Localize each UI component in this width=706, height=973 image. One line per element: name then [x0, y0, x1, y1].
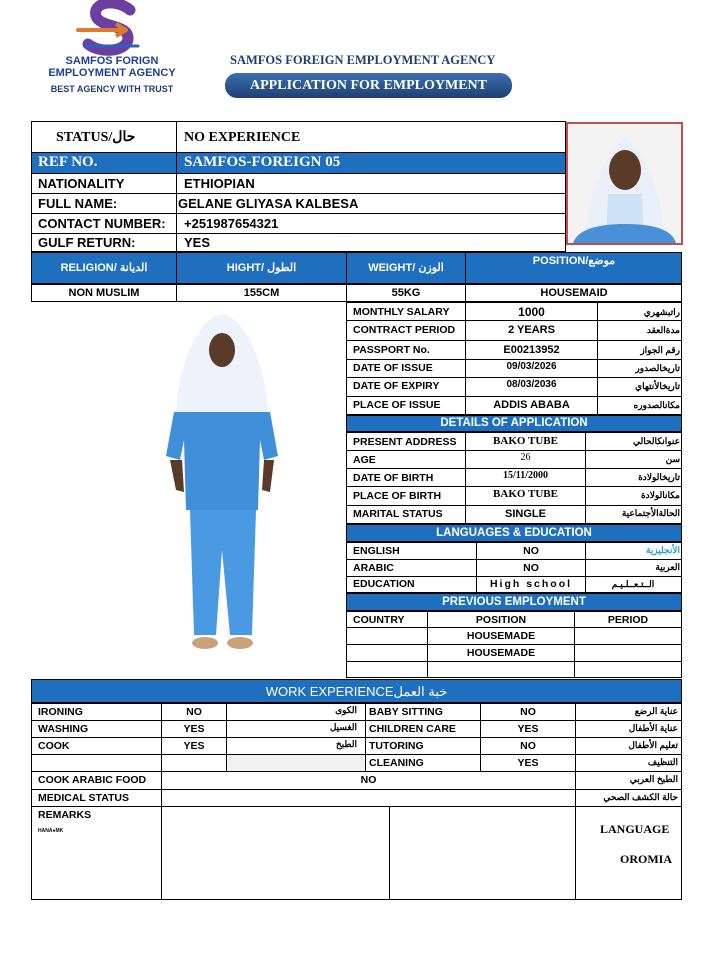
english-label: ENGLISH — [353, 545, 400, 557]
arabic-food-label: COOK ARABIC FOOD — [38, 774, 147, 786]
place-issue-value: ADDIS ABABA — [493, 399, 570, 411]
washing-ar: الغسيل — [329, 722, 357, 732]
contact-label: CONTACT NUMBER: — [38, 216, 166, 231]
children-care-label: CHILDREN CARE — [369, 723, 456, 735]
education-label: EDUCATION — [353, 578, 415, 590]
children-care-value: YES — [517, 723, 539, 735]
washing-label: WASHING — [38, 723, 89, 735]
ironing-label: IRONING — [38, 706, 83, 718]
issue-date-label: DATE OF ISSUE — [353, 362, 433, 374]
passport-value: E00213952 — [503, 344, 560, 356]
status-value: NO EXPERIENCE — [184, 130, 301, 145]
contract-period-ar: مدةالعقد — [646, 325, 680, 335]
pob-ar: مكانالولادة — [640, 490, 680, 500]
prev-col-country: COUNTRY — [353, 614, 405, 626]
children-care-ar: عناية الأطفال — [628, 723, 678, 733]
gulf-label: GULF RETURN: — [38, 235, 136, 250]
arabic-ar: العربية — [655, 562, 680, 572]
pob-value: BAKO TUBE — [493, 488, 558, 500]
previous-employment-header — [346, 593, 682, 611]
weight-value: 55KG — [391, 287, 421, 299]
medical-label: MEDICAL STATUS — [38, 792, 129, 804]
tutoring-label: TUTORING — [369, 740, 424, 752]
place-issue-label: PLACE OF ISSUE — [353, 399, 441, 411]
weight-header: WEIGHT/ الوزن — [368, 262, 444, 274]
english-value: NO — [523, 545, 539, 557]
baby-sitting-ar: عناية الرضع — [634, 706, 678, 716]
ref-label: REF NO. — [38, 154, 98, 170]
english-ar: الأنجليزية — [646, 545, 680, 555]
cleaning-value: YES — [517, 757, 539, 769]
samfos-s-logo-icon — [68, 0, 158, 56]
cleaning-label: CLEANING — [369, 757, 424, 769]
agency-logo — [28, 0, 196, 98]
languages-header — [346, 524, 682, 542]
full-body-photo — [160, 310, 285, 660]
washing-value: YES — [183, 723, 205, 735]
form-title: APPLICATION FOR EMPLOYMENT — [250, 78, 487, 93]
arabic-food-ar: الطبخ العربي — [629, 774, 678, 784]
dob-ar: تاريخالولادة — [638, 472, 680, 482]
tutoring-value: NO — [520, 740, 536, 752]
issue-date-ar: تاريخالصدور — [635, 363, 680, 373]
height-value: 155CM — [243, 287, 280, 299]
previous-employment-header-label: PREVIOUS EMPLOYMENT — [442, 596, 586, 608]
remarks-label: REMARKS — [38, 809, 92, 821]
baby-sitting-label: BABY SITTING — [369, 706, 443, 718]
contract-period-label: CONTRACT PERIOD — [353, 324, 456, 336]
ironing-value: NO — [186, 706, 202, 718]
marital-ar: الحالةالأجتماعية — [621, 508, 680, 518]
gulf-value: YES — [184, 235, 211, 250]
marital-value: SINGLE — [505, 508, 546, 520]
expiry-date-ar: تاريخالأنتهاي — [635, 381, 680, 391]
logo-line-2: EMPLOYMENT AGENCY — [48, 67, 176, 79]
salary-label: MONTHLY SALARY — [353, 306, 450, 318]
pob-label: PLACE OF BIRTH — [353, 490, 442, 502]
arabic-food-value: NO — [360, 774, 377, 786]
marital-label: MARITAL STATUS — [353, 508, 443, 520]
prev-col-position: POSITION — [475, 614, 527, 626]
age-label: AGE — [353, 454, 376, 466]
details-header-label: DETAILS OF APPLICATION — [440, 417, 588, 429]
expiry-date-label: DATE OF EXPIRY — [353, 380, 440, 392]
cook-ar: الطبخ — [335, 739, 357, 749]
address-value: BAKO TUBE — [493, 435, 558, 447]
position-value: HOUSEMAID — [540, 287, 608, 299]
cleaning-ar: التنظيف — [647, 757, 678, 767]
contract-period-value: 2 YEARS — [508, 324, 555, 336]
age-ar: سن — [665, 454, 680, 464]
cook-label: COOK — [38, 740, 70, 752]
prev-row1-position: HOUSEMADE — [466, 630, 536, 642]
cook-value: YES — [183, 740, 205, 752]
salary-ar: راتبشهري — [643, 307, 680, 317]
status-label: STATUS/حال — [56, 130, 136, 145]
contact-value: +251987654321 — [184, 216, 279, 231]
salary-value: 1000 — [518, 305, 545, 319]
prev-col-period: PERIOD — [607, 614, 649, 626]
nationality-label: NATIONALITY — [38, 176, 125, 191]
details-header — [346, 415, 682, 432]
nationality-value: ETHIOPIAN — [184, 176, 255, 191]
dob-value: 15/11/2000 — [502, 470, 548, 481]
passport-ar: رقم الجواز — [640, 345, 680, 355]
address-label: PRESENT ADDRESS — [353, 436, 457, 448]
empty-shaded-cell — [227, 755, 365, 771]
prev-row2-position: HOUSEMADE — [466, 647, 536, 659]
headshot-photo — [566, 122, 683, 245]
languages-header-label: LANGUAGES & EDUCATION — [436, 527, 592, 539]
logo-tagline: BEST AGENCY WITH TRUST — [50, 84, 174, 94]
medical-ar: حالة الكشف الصحي — [603, 792, 678, 802]
ironing-ar: الكوى — [335, 705, 357, 715]
logo-line-1: SAMFOS FORIGN — [65, 55, 159, 67]
work-experience-header — [31, 679, 682, 703]
fullname-value: GELANE GLIYASA KALBESA — [178, 196, 359, 211]
passport-label: PASSPORT No. — [353, 344, 430, 356]
language-value: OROMIA — [620, 852, 672, 866]
address-ar: عنوانكالحالي — [633, 436, 680, 446]
work-experience-header-label: WORK EXPERIENCEخبة العمل — [265, 684, 448, 699]
age-value: 26 — [520, 452, 531, 463]
remarks-note: HANA●MK — [38, 828, 64, 834]
form-title-banner — [225, 73, 512, 98]
fullname-label: FULL NAME: — [38, 196, 118, 211]
dob-label: DATE OF BIRTH — [353, 472, 434, 484]
education-value: High school — [489, 578, 573, 590]
height-header: HIGHT/ الطول — [226, 262, 297, 274]
issue-date-value: 09/03/2026 — [506, 361, 557, 372]
place-issue-ar: مكانالصدوره — [633, 400, 680, 410]
arabic-value: NO — [523, 562, 539, 574]
religion-value: NON MUSLIM — [68, 287, 140, 299]
education-ar: الــتـعــلـيـم — [611, 579, 655, 589]
arabic-label: ARABIC — [353, 562, 394, 574]
expiry-date-value: 08/03/2036 — [506, 379, 557, 390]
ref-value: SAMFOS-FOREIGN 05 — [184, 154, 341, 170]
religion-header: RELIGION/ الديانة — [60, 262, 148, 274]
baby-sitting-value: NO — [520, 706, 536, 718]
person-headshot-icon — [568, 124, 681, 243]
person-full-body-icon — [160, 310, 285, 660]
language-label: LANGUAGE — [600, 822, 670, 836]
position-header: POSITION/موضع — [532, 255, 616, 267]
agency-name: SAMFOS FOREIGN EMPLOYMENT AGENCY — [230, 53, 496, 67]
tutoring-ar: تعليم الأطفال — [628, 740, 678, 750]
